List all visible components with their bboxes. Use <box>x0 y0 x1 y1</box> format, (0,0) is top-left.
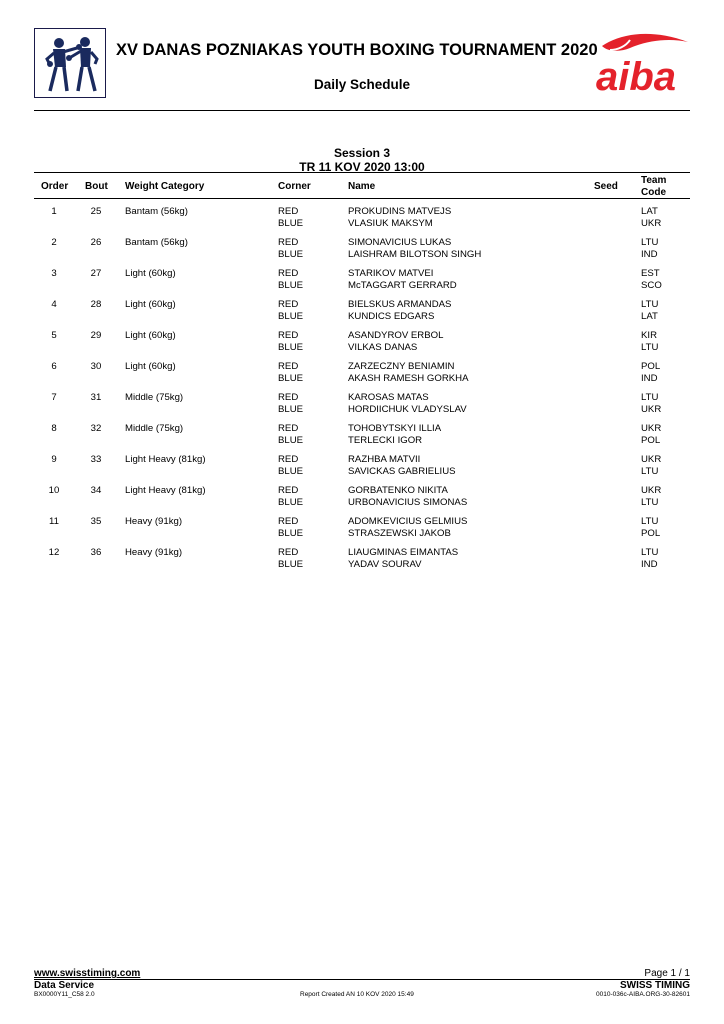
red-boxer-name: TOHOBYTSKYI ILLIA <box>348 423 442 434</box>
order-cell: 12 <box>48 547 60 558</box>
svg-text:aiba: aiba <box>596 55 677 98</box>
table-row <box>0 485 724 516</box>
footer-swiss-timing: SWISS TIMING <box>620 980 690 991</box>
bout-cell: 31 <box>90 392 102 403</box>
col-team-label: Team <box>641 175 667 186</box>
blue-team-code: IND <box>641 373 658 384</box>
red-team-code: LTU <box>641 516 659 527</box>
blue-boxer-name: YADAV SOURAV <box>348 559 422 570</box>
col-bout: Bout <box>85 181 108 192</box>
blue-corner-cell: BLUE <box>278 466 304 477</box>
red-corner-cell: RED <box>278 392 299 403</box>
table-row <box>0 361 724 392</box>
page-number: Page 1 / 1 <box>644 968 690 979</box>
red-boxer-name: KAROSAS MATAS <box>348 392 429 403</box>
table-row <box>0 516 724 547</box>
order-cell: 2 <box>51 237 57 248</box>
page-title: XV DANAS POZNIAKAS YOUTH BOXING TOURNAMENT 2020 <box>116 41 598 59</box>
bout-cell: 33 <box>90 454 102 465</box>
footer-report-created: Report Created AN 10 KOV 2020 15:49 <box>300 991 414 998</box>
red-corner-cell: RED <box>278 330 299 341</box>
bout-cell: 34 <box>90 485 102 496</box>
footer-divider <box>34 979 690 980</box>
bout-cell: 26 <box>90 237 102 248</box>
red-boxer-name: LIAUGMINAS EIMANTAS <box>348 547 459 558</box>
table-header-bottom-rule <box>34 198 690 199</box>
blue-corner-cell: BLUE <box>278 528 304 539</box>
blue-corner-cell: BLUE <box>278 311 304 322</box>
aiba-logo <box>590 28 694 98</box>
table-header-top-rule <box>34 172 690 173</box>
order-cell: 1 <box>51 206 57 217</box>
col-weight-category: Weight Category <box>125 181 205 192</box>
bout-cell: 27 <box>90 268 102 279</box>
blue-corner-cell: BLUE <box>278 218 304 229</box>
blue-boxer-name: KUNDICS EDGARS <box>348 311 435 322</box>
weight-category-cell: Light Heavy (81kg) <box>125 485 206 496</box>
weight-category-cell: Heavy (91kg) <box>125 516 183 527</box>
schedule-table <box>0 206 724 578</box>
blue-team-code: LAT <box>641 311 658 322</box>
weight-category-cell: Middle (75kg) <box>125 423 184 434</box>
red-boxer-name: ADOMKEVICIUS GELMIUS <box>348 516 468 527</box>
table-row <box>0 392 724 423</box>
blue-team-code: UKR <box>641 404 662 415</box>
table-row <box>0 423 724 454</box>
order-cell: 9 <box>51 454 57 465</box>
red-boxer-name: GORBATENKO NIKITA <box>348 485 448 496</box>
red-boxer-name: ZARZECZNY BENIAMIN <box>348 361 455 372</box>
red-corner-cell: RED <box>278 423 299 434</box>
blue-corner-cell: BLUE <box>278 249 304 260</box>
blue-team-code: UKR <box>641 218 662 229</box>
red-boxer-name: STARIKOV MATVEI <box>348 268 434 279</box>
order-cell: 10 <box>48 485 60 496</box>
blue-boxer-name: SAVICKAS GABRIELIUS <box>348 466 456 477</box>
weight-category-cell: Light (60kg) <box>125 330 176 341</box>
red-team-code: EST <box>641 268 660 279</box>
blue-corner-cell: BLUE <box>278 559 304 570</box>
order-cell: 5 <box>51 330 57 341</box>
table-row <box>0 206 724 237</box>
bout-cell: 36 <box>90 547 102 558</box>
weight-category-cell: Bantam (56kg) <box>125 237 188 248</box>
blue-boxer-name: TERLECKI IGOR <box>348 435 423 446</box>
red-corner-cell: RED <box>278 268 299 279</box>
weight-category-cell: Light (60kg) <box>125 299 176 310</box>
blue-team-code: POL <box>641 528 661 539</box>
red-corner-cell: RED <box>278 516 299 527</box>
table-row <box>0 330 724 361</box>
red-corner-cell: RED <box>278 485 299 496</box>
blue-corner-cell: BLUE <box>278 404 304 415</box>
bout-cell: 29 <box>90 330 102 341</box>
blue-corner-cell: BLUE <box>278 435 304 446</box>
weight-category-cell: Light (60kg) <box>125 361 176 372</box>
table-row <box>0 547 724 578</box>
red-team-code: UKR <box>641 423 662 434</box>
red-boxer-name: SIMONAVICIUS LUKAS <box>348 237 452 248</box>
weight-category-cell: Bantam (56kg) <box>125 206 188 217</box>
red-team-code: LTU <box>641 392 659 403</box>
footer-url[interactable]: www.swisstiming.com <box>34 968 141 979</box>
red-team-code: LTU <box>641 237 659 248</box>
blue-team-code: IND <box>641 249 658 260</box>
table-row <box>0 299 724 330</box>
red-corner-cell: RED <box>278 547 299 558</box>
red-boxer-name: RAZHBA MATVII <box>348 454 421 465</box>
blue-boxer-name: AKASH RAMESH GORKHA <box>348 373 469 384</box>
col-code-label: Code <box>641 187 666 198</box>
bout-cell: 30 <box>90 361 102 372</box>
footer-reference: 0010-036c-AIBA.ORG-30-82601 <box>596 991 690 998</box>
page-subtitle: Daily Schedule <box>313 77 411 92</box>
session-title: Session 3 <box>333 146 391 160</box>
table-row <box>0 454 724 485</box>
header-divider <box>34 110 690 111</box>
blue-boxer-name: VILKAS DANAS <box>348 342 418 353</box>
blue-boxer-name: HORDIICHUK VLADYSLAV <box>348 404 467 415</box>
red-corner-cell: RED <box>278 237 299 248</box>
blue-corner-cell: BLUE <box>278 497 304 508</box>
blue-boxer-name: STRASZEWSKI JAKOB <box>348 528 451 539</box>
table-row <box>0 268 724 299</box>
bout-cell: 28 <box>90 299 102 310</box>
blue-team-code: POL <box>641 435 661 446</box>
col-team-code <box>641 175 666 199</box>
col-corner: Corner <box>278 181 311 192</box>
red-corner-cell: RED <box>278 454 299 465</box>
red-team-code: LTU <box>641 299 659 310</box>
order-cell: 11 <box>49 516 59 527</box>
bout-cell: 35 <box>90 516 102 527</box>
red-team-code: UKR <box>641 454 662 465</box>
blue-corner-cell: BLUE <box>278 280 304 291</box>
footer-doc-code: BX0000Y11_C58 2.0 <box>34 991 95 998</box>
col-name: Name <box>348 181 376 192</box>
red-corner-cell: RED <box>278 206 299 217</box>
blue-team-code: LTU <box>641 342 659 353</box>
red-team-code: UKR <box>641 485 662 496</box>
blue-team-code: SCO <box>641 280 662 291</box>
col-order: Order <box>41 181 69 192</box>
red-team-code: KIR <box>641 330 657 341</box>
blue-boxer-name: VLASIUK MAKSYM <box>348 218 433 229</box>
blue-corner-cell: BLUE <box>278 342 304 353</box>
blue-team-code: LTU <box>641 466 659 477</box>
weight-category-cell: Light Heavy (81kg) <box>125 454 206 465</box>
session-date: TR 11 KOV 2020 13:00 <box>299 160 425 174</box>
blue-boxer-name: LAISHRAM BILOTSON SINGH <box>348 249 482 260</box>
red-corner-cell: RED <box>278 361 299 372</box>
order-cell: 3 <box>51 268 57 279</box>
blue-corner-cell: BLUE <box>278 373 304 384</box>
order-cell: 6 <box>51 361 57 372</box>
weight-category-cell: Heavy (91kg) <box>125 547 183 558</box>
blue-boxer-name: McTAGGART GERRARD <box>348 280 457 291</box>
red-team-code: POL <box>641 361 661 372</box>
red-boxer-name: ASANDYROV ERBOL <box>348 330 444 341</box>
order-cell: 7 <box>51 392 57 403</box>
blue-team-code: LTU <box>641 497 659 508</box>
weight-category-cell: Middle (75kg) <box>125 392 184 403</box>
red-boxer-name: PROKUDINS MATVEJS <box>348 206 452 217</box>
col-seed: Seed <box>594 181 618 192</box>
weight-category-cell: Light (60kg) <box>125 268 176 279</box>
red-team-code: LTU <box>641 547 659 558</box>
blue-team-code: IND <box>641 559 658 570</box>
table-row <box>0 237 724 268</box>
bout-cell: 25 <box>90 206 102 217</box>
red-team-code: LAT <box>641 206 658 217</box>
footer-data-service: Data Service <box>34 980 95 991</box>
bout-cell: 32 <box>90 423 102 434</box>
order-cell: 4 <box>51 299 57 310</box>
order-cell: 8 <box>51 423 57 434</box>
red-corner-cell: RED <box>278 299 299 310</box>
red-boxer-name: BIELSKUS ARMANDAS <box>348 299 452 310</box>
blue-boxer-name: URBONAVICIUS SIMONAS <box>348 497 468 508</box>
